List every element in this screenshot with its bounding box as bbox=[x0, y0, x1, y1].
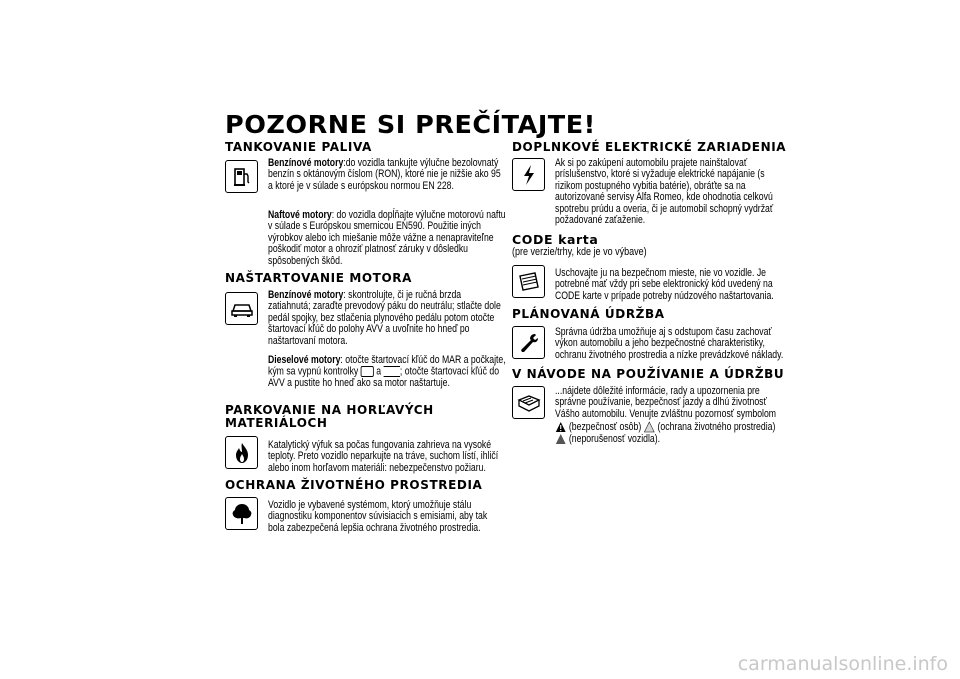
symbol-environment: (ochrana životného prostredia) bbox=[657, 420, 776, 433]
tree-icon bbox=[225, 497, 258, 530]
code-card-icon bbox=[512, 265, 545, 298]
fuel-petrol-paragraph bbox=[268, 158, 506, 192]
manual-symbols-line1 bbox=[555, 421, 801, 433]
manual-symbols-line2 bbox=[555, 433, 801, 445]
code-card-subheading: (pre verzie/trhy, kde je vo výbave) bbox=[512, 246, 647, 258]
start-diesel-label: Dieselové motory bbox=[268, 354, 341, 366]
preheat-coil-icon bbox=[384, 366, 400, 377]
code-card-text: Uschovajte ju na bezpečnom mieste, nie vo vozidle. Je potrebné mať vždy pri sebe elektronický kód uvedený na CODE karte v prípade potreby núdzového naštartovania. bbox=[555, 267, 774, 302]
wrench-icon bbox=[512, 326, 545, 359]
start-petrol-label: Benzínové motory bbox=[268, 289, 344, 301]
start-diesel-text-b: ; otočte štartovací kľúč do AVV a pustite ho hneď ako sa motor naštartuje. bbox=[268, 365, 500, 390]
lightning-icon bbox=[512, 158, 545, 191]
start-petrol-paragraph bbox=[268, 290, 506, 347]
fuel-pump-icon bbox=[225, 160, 258, 193]
fuel-diesel-text: : do vozidla dopĺňajte výlučne motorovú naftu v súlade s Európskou smernicou EN590. Použitie iných výrobkov alebo ich miešanie môže vážne a nenapraviteľne poškodiť motor a ohroziť platnosť záruky v dôsledku spôsobených škôd. bbox=[268, 209, 506, 267]
glow-plug-icon bbox=[361, 366, 374, 377]
maintenance-text: Správna údržba umožňuje aj s odstupom času zachovať výkon automobilu a jeho bezpečnostné charakteristiky, ochranu životného prostredia a nízke prevádzkové náklady. bbox=[555, 326, 784, 361]
environment-heading: OCHRANA ŽIVOTNÉHO PROSTREDIA bbox=[225, 478, 483, 492]
fuel-heading: TANKOVANIE PALIVA bbox=[225, 140, 372, 154]
vehicle-integrity-triangle-icon bbox=[555, 433, 566, 445]
fire-icon bbox=[225, 436, 258, 469]
manual-heading: V NÁVODE NA POUŽÍVANIE A ÚDRŽBU bbox=[512, 367, 785, 381]
start-heading: NAŠTARTOVANIE MOTORA bbox=[225, 271, 412, 285]
manual-text: ...nájdete dôležité informácie, rady a upozornenia pre správne používanie, bezpečnosť jazdy a dlhú životnosť Vášho automobilu. Venujte zvláštnu pozornosť symbolom bbox=[555, 385, 777, 420]
electrical-heading: DOPLNKOVÉ ELEKTRICKÉ ZARIADENIA bbox=[512, 140, 787, 154]
car-icon bbox=[225, 292, 258, 325]
start-diesel-text-and: a bbox=[376, 365, 382, 378]
maintenance-heading: PLÁNOVANÁ ÚDRŽBA bbox=[512, 307, 665, 321]
symbol-personal-safety: (bezpečnosť osôb) bbox=[568, 420, 642, 433]
environment-triangle-icon bbox=[644, 421, 655, 433]
warning-triangle-icon bbox=[555, 421, 566, 433]
manual-book-icon bbox=[512, 386, 545, 419]
parking-text: Katalytický výfuk sa počas fungovania zahrieva na vysoké teploty. Preto vozidlo neparkujte na tráve, suchom lístí, ihličí alebo inom horľavom materiáli: nebezpečenstvo požiaru. bbox=[268, 439, 499, 474]
parking-heading-line2: MATERIÁLOCH bbox=[225, 416, 328, 430]
fuel-petrol-text: :do vozidla tankujte výlučne bezolovnatý benzín s oktánovým číslom (RON), ktoré nie je nižšie ako 95 a ktoré je v súlade s európskou normou EN 228. bbox=[268, 157, 501, 192]
fuel-diesel-paragraph bbox=[268, 210, 506, 267]
start-diesel-paragraph bbox=[268, 355, 506, 390]
start-petrol-text: : skontrolujte, či je ručná brzda zatiahnutá; zaraďte prevodový páku do neutrálu; stlačte dole pedál spojky, bez stlačenia plynového pedálu potom otočte štartovací kľúč do polohy AVV a uvoľnite ho hneď po naštartovaní motora. bbox=[268, 289, 501, 347]
environment-text: Vozidlo je vybavené systémom, ktorý umožňuje stálu diagnostiku komponentov súvisiacich s emisiami, aby tak bola zabezpečená lepšia ochrana životného prostredia. bbox=[268, 499, 488, 534]
start-diesel-text-a: : otočte štartovací kľúč do MAR a počkajte, kým sa vypnú kontrolky bbox=[268, 354, 506, 378]
electrical-text: Ak si po zakúpení automobilu prajete nainštalovať príslušenstvo, ktoré si vyžaduje elektrické napájanie (s rizikom postupného vybitia batérie), obráťte sa na autorizované servisy Alfa Romeo, kde ohodnotia celkovú spotrebu prúdu a overia, či je automobil schopný vydržať požadované zaťaženie. bbox=[555, 157, 774, 227]
parking-heading-line1: PARKOVANIE NA HORĽAVÝCH bbox=[225, 403, 434, 417]
page-title: POZORNE SI PREČÍTAJTE! bbox=[225, 110, 596, 139]
fuel-diesel-label: Naftové motory bbox=[268, 209, 332, 221]
symbol-vehicle-integrity: (neporušenosť vozidla). bbox=[568, 432, 661, 445]
code-card-heading: CODE karta bbox=[512, 232, 599, 247]
watermark: carmanualsonline.info bbox=[737, 653, 948, 675]
fuel-petrol-label: Benzínové motory bbox=[268, 157, 344, 169]
